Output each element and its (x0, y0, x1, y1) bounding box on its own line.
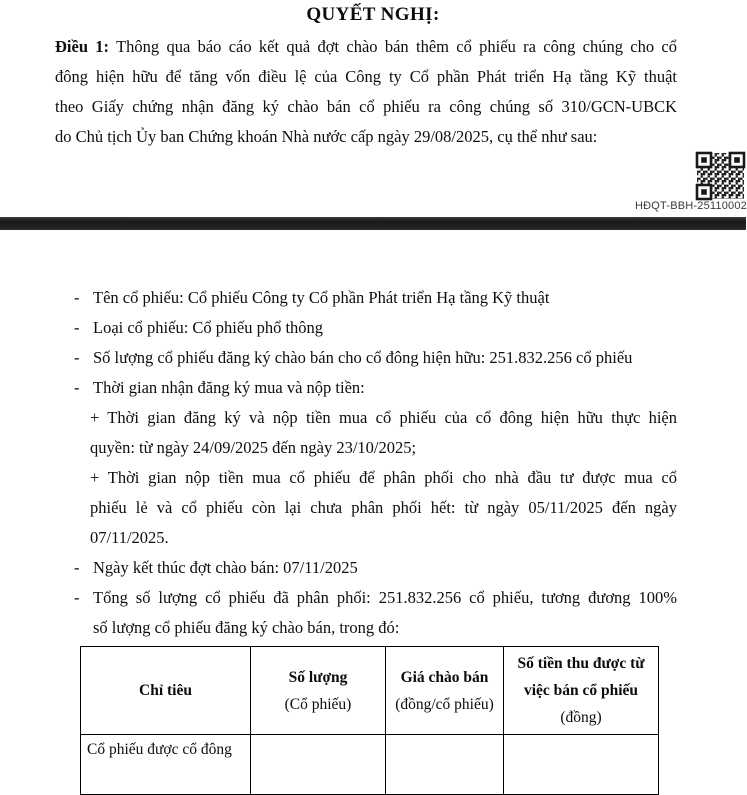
document-title: QUYẾT NGHỊ: (306, 4, 440, 25)
bullet-marker: - (74, 288, 80, 307)
paragraph-line: do Chủ tịch Ủy ban Chứng khoán Nhà nước cấp ngày 29/08/2025, cụ thể như sau: (55, 127, 598, 146)
table-cell-label: Cổ phiếu được cổ đông (81, 735, 251, 795)
table-cell-proceeds (504, 735, 659, 795)
bullet-marker: - (74, 318, 80, 337)
article-1-paragraph (55, 32, 677, 152)
sub-list-item: + Thời gian nộp tiền mua cổ phiếu để phân phối cho nhà đầu tư được mua cổ phiếu lẻ và cổ phiếu còn lại chưa phân phối hết: từ ngày 05/11/2025 đến ngày 07/11/2025. (90, 468, 677, 547)
list-item: - Tổng số lượng cổ phiếu đã phân phối: 251.832.256 cổ phiếu, tương đương 100% số lượng cổ phiếu đăng ký chào bán, trong đó: (55, 583, 677, 643)
document-stamp (636, 152, 746, 214)
table-header-so-tien: Số tiền thu được từ việc bán cổ phiếu (đồng) (504, 647, 659, 735)
table-header-gia-chao-ban: Giá chào bán (đồng/cổ phiếu) (386, 647, 504, 735)
bullet-marker: - (74, 378, 80, 397)
paragraph-line: đông hiện hữu để tăng vốn điều lệ của Công ty Cổ phần Phát triển Hạ tầng Kỹ thuật (55, 67, 677, 86)
table-cell-quantity (251, 735, 386, 795)
table-header-chi-tieu: Chỉ tiêu (81, 647, 251, 735)
table-header-so-luong: Số lượng (Cổ phiếu) (251, 647, 386, 735)
list-item: - Loại cổ phiếu: Cổ phiếu phổ thông (55, 313, 677, 343)
list-item: - Số lượng cổ phiếu đăng ký chào bán cho cổ đông hiện hữu: 251.832.256 cổ phiếu (55, 343, 677, 373)
qr-code-icon (696, 152, 745, 200)
list-item: - Ngày kết thúc đợt chào bán: 07/11/2025 (55, 553, 677, 583)
bullet-marker: - (74, 348, 80, 367)
page-separator (0, 217, 746, 230)
table-header-row (81, 647, 659, 735)
bullet-marker: - (74, 558, 80, 577)
results-table (80, 646, 659, 795)
sub-list-item: + Thời gian đăng ký và nộp tiền mua cổ phiếu của cổ đông hiện hữu thực hiện quyền: từ ngày 24/09/2025 đến ngày 23/10/2025; (90, 408, 677, 457)
bullet-marker: - (74, 588, 80, 607)
article-label: Điều 1: (55, 37, 110, 56)
list-item: - Thời gian nhận đăng ký mua và nộp tiền: (55, 373, 677, 403)
table-row (81, 735, 659, 795)
list-item: - Tên cổ phiếu: Cổ phiếu Công ty Cổ phần Phát triển Hạ tầng Kỹ thuật (55, 283, 677, 313)
document-code: HĐQT-BBH-25110002 (634, 200, 747, 212)
paragraph-line: theo Giấy chứng nhận đăng ký chào bán cổ phiếu ra công chúng số 310/GCN-UBCK (55, 97, 677, 116)
paragraph-line: Điều 1: Thông qua báo cáo kết quả đợt chào bán thêm cổ phiếu ra công chúng cho cổ (55, 37, 677, 56)
terms-list (55, 283, 677, 643)
table-cell-price (386, 735, 504, 795)
